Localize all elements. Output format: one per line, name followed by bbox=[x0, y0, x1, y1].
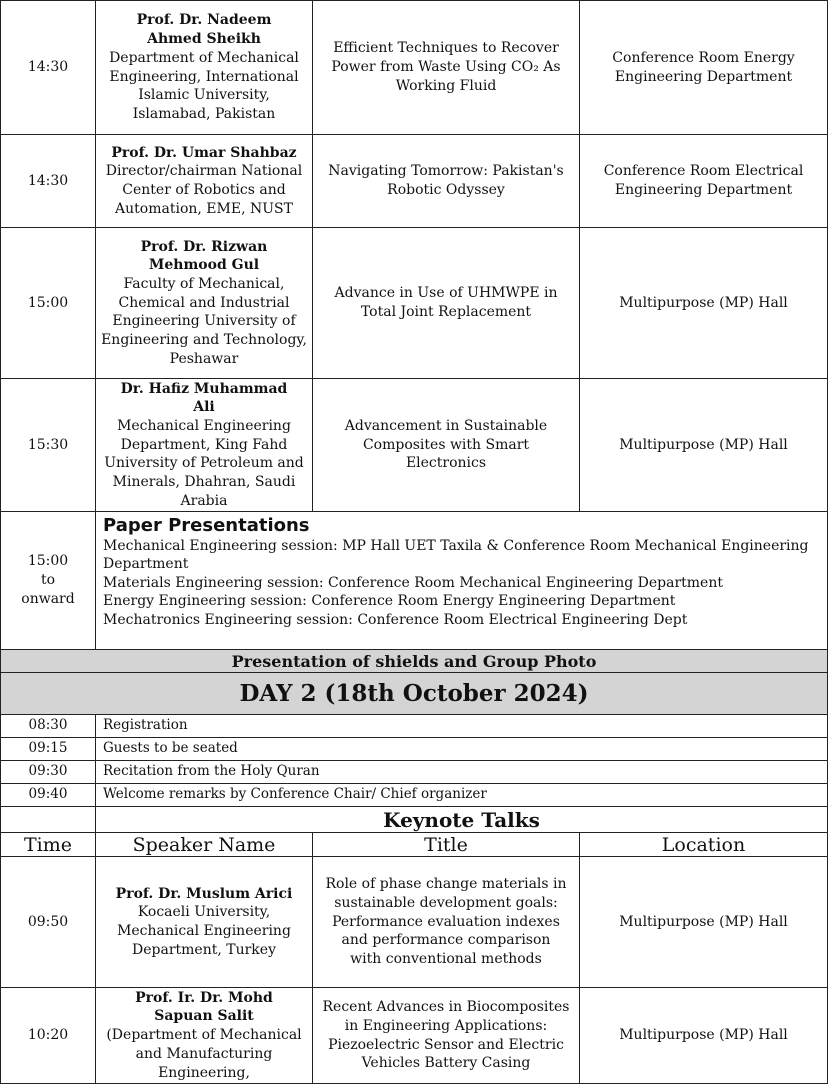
speaker-affiliation: Director/chairman National Center of Robotics and Automation, EME, NUST bbox=[105, 163, 303, 217]
time-line: to bbox=[40, 572, 56, 589]
talk-location: Multipurpose (MP) Hall bbox=[580, 228, 828, 379]
talk-location: Conference Room Energy Engineering Department bbox=[580, 1, 828, 135]
speaker-affiliation: Department of Mechanical Engineering, International Islamic University, Islamabad, Pakistan bbox=[109, 49, 299, 122]
keynote-heading: Keynote Talks bbox=[96, 807, 828, 833]
talk-title: Advancement in Sustainable Composites with Smart Electronics bbox=[313, 379, 580, 512]
day2-row bbox=[1, 673, 828, 715]
table-row bbox=[1, 761, 828, 784]
schedule-time: 09:30 bbox=[1, 761, 96, 784]
table-row bbox=[1, 784, 828, 807]
talk-time: 09:50 bbox=[1, 857, 96, 988]
speaker-cell bbox=[96, 379, 313, 512]
talk-location: Multipurpose (MP) Hall bbox=[580, 988, 828, 1084]
schedule-time: 09:15 bbox=[1, 738, 96, 761]
talk-title: Efficient Techniques to Recover Power from Waste Using CO₂ As Working Fluid bbox=[313, 1, 580, 135]
schedule-event: Welcome remarks by Conference Chair/ Chief organizer bbox=[96, 784, 828, 807]
paper-presentations-row bbox=[1, 512, 828, 650]
talk-location: Conference Room Electrical Engineering Department bbox=[580, 135, 828, 228]
talk-time: 14:30 bbox=[1, 1, 96, 135]
column-header: Speaker Name bbox=[96, 833, 313, 857]
speaker-cell bbox=[96, 1, 313, 135]
talk-title: Navigating Tomorrow: Pakistan's Robotic Odyssey bbox=[313, 135, 580, 228]
talk-time: 15:00 bbox=[1, 228, 96, 379]
speaker-name: Prof. Dr. Umar Shahbaz bbox=[111, 144, 297, 161]
table-row bbox=[1, 988, 828, 1084]
paper-presentations-heading: Paper Presentations bbox=[103, 515, 310, 536]
speaker-cell bbox=[96, 135, 313, 228]
session-line: Materials Engineering session: Conference Room Mechanical Engineering Department bbox=[103, 574, 723, 591]
speaker-cell bbox=[96, 988, 313, 1084]
column-header: Location bbox=[580, 833, 828, 857]
session-line: Energy Engineering session: Conference Room Energy Engineering Department bbox=[103, 593, 676, 610]
talk-title: Advance in Use of UHMWPE in Total Joint Replacement bbox=[313, 228, 580, 379]
table-row bbox=[1, 379, 828, 512]
schedule-event: Recitation from the Holy Quran bbox=[96, 761, 828, 784]
shields-banner: Presentation of shields and Group Photo bbox=[1, 650, 828, 673]
schedule-event: Guests to be seated bbox=[96, 738, 828, 761]
speaker-name: Dr. Hafiz Muhammad Ali bbox=[120, 380, 288, 416]
time-line: 15:00 bbox=[27, 553, 69, 570]
talk-location: Multipurpose (MP) Hall bbox=[580, 379, 828, 512]
table-row bbox=[1, 228, 828, 379]
speaker-name: Prof. Dr. Muslum Arici bbox=[115, 885, 293, 902]
day2-heading: DAY 2 (18th October 2024) bbox=[1, 673, 828, 715]
session-line: Mechatronics Engineering session: Conference Room Electrical Engineering Dept bbox=[103, 611, 688, 628]
session-line: Mechanical Engineering session: MP Hall UET Taxila & Conference Room Mechanical Engineering Department bbox=[103, 538, 809, 573]
speaker-affiliation: Kocaeli University, Mechanical Engineering Department, Turkey bbox=[117, 904, 291, 958]
schedule-time: 09:40 bbox=[1, 784, 96, 807]
speaker-affiliation: (Department of Mechanical and Manufacturing Engineering, bbox=[106, 1027, 302, 1081]
empty-cell bbox=[1, 807, 96, 833]
speaker-name: Prof. Dr. Rizwan Mehmood Gul bbox=[140, 238, 268, 274]
speaker-affiliation: Mechanical Engineering Department, King Fahd University of Petroleum and Minerals, Dhahran, Saudi Arabia bbox=[104, 417, 304, 509]
paper-presentations-details bbox=[96, 512, 828, 650]
time-line: onward bbox=[21, 590, 75, 607]
speaker-affiliation: Faculty of Mechanical, Chemical and Industrial Engineering University of Engineering and Technology, Peshawar bbox=[101, 275, 307, 367]
column-header-row bbox=[1, 833, 828, 857]
paper-presentations-time bbox=[1, 512, 96, 650]
talk-time: 14:30 bbox=[1, 135, 96, 228]
speaker-name: Prof. Ir. Dr. Mohd Sapuan Salit bbox=[135, 989, 273, 1025]
column-header: Title bbox=[313, 833, 580, 857]
shields-row bbox=[1, 650, 828, 673]
speaker-cell bbox=[96, 857, 313, 988]
talk-location: Multipurpose (MP) Hall bbox=[580, 857, 828, 988]
table-row bbox=[1, 135, 828, 228]
schedule-event: Registration bbox=[96, 715, 828, 738]
speaker-name: Prof. Dr. Nadeem Ahmed Sheikh bbox=[136, 12, 272, 48]
speaker-cell bbox=[96, 228, 313, 379]
talk-title: Recent Advances in Biocomposites in Engineering Applications: Piezoelectric Sensor and Electric Vehicles Battery Casing bbox=[313, 988, 580, 1084]
talk-time: 10:20 bbox=[1, 988, 96, 1084]
table-row bbox=[1, 1, 828, 135]
talk-time: 15:30 bbox=[1, 379, 96, 512]
talk-title: Role of phase change materials in sustainable development goals: Performance evaluation indexes and performance comparison with conventional methods bbox=[313, 857, 580, 988]
table-row bbox=[1, 857, 828, 988]
schedule-time: 08:30 bbox=[1, 715, 96, 738]
table-row bbox=[1, 738, 828, 761]
keynote-row bbox=[1, 807, 828, 833]
table-row bbox=[1, 715, 828, 738]
column-header: Time bbox=[1, 833, 96, 857]
